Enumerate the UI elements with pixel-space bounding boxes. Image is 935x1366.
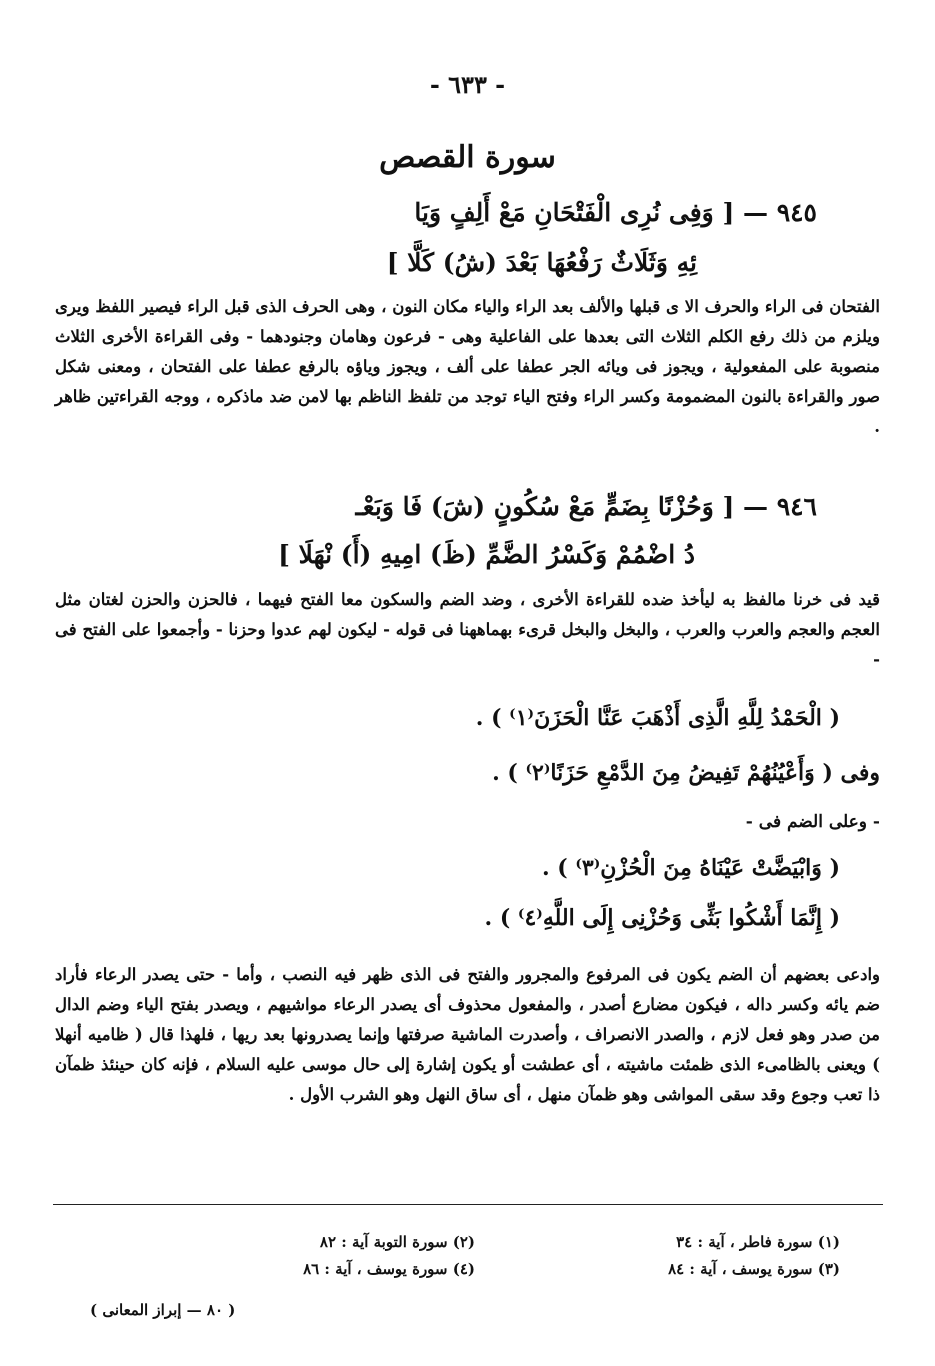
verse-946-line-1: ٩٤٦ — [ وَحُزْنًا بِضَمٍّ مَعْ سُكُونٍ (شَ) فَا وَبَعْـ (355, 492, 817, 521)
quran-quote-3: ( وَابْيَضَّتْ عَيْنَاهُ مِنَ الْحُزْنِ⁽٣⁾ ) . (541, 855, 840, 881)
footnote-4: (٤) سورة يوسف ، آية : ٨٦ (303, 1260, 475, 1278)
surah-title: سورة القصص (379, 140, 556, 175)
verse-946-line-2: دُ اضْمُمْ وَكَسْرُ الضَّمِّ (ظَ) امِيهِ (أَ) نْهَلَا ] (278, 540, 695, 569)
footnote-divider (53, 1204, 883, 1205)
verse-945-line-1: ٩٤٥ — [ وَفِى نُرِى الْفَتْحَانِ مَعْ أَلِفٍ وَيَا (414, 198, 817, 227)
verse-945-line-2: ئِهِ وَثَلَاثٌ رَفْعُهَا بَعْدَ (شُ) كَلَّا ] (386, 248, 697, 277)
quran-quote-4: ( إِنَّمَا أَشْكُوا بَثِّى وَحُزْنِى إِلَى اللَّهِ⁽٤⁾ ) . (484, 905, 840, 931)
transition-text: - وعلى الضم فى - (745, 812, 880, 832)
book-signature: ( ٨٠ — إبراز المعانى ) (90, 1301, 236, 1319)
commentary-945: الفتحان فى الراء والحرف الا ى قبلها والألف بعد الراء والياء مكان النون ، وهى الحرف الذى قبل الراء فيصير اللفظ ويرى ويلزم من ذلك رفع الكلم الثلاث التى بعدها على الفاعلية وهى - فرعون وهامان وجنودهما - وفى القراءة الأخرى الثلاث منصوبة على المفعولية ، ويجوز فى ويائه الجر عطفا على ألف ، ويجوز وياؤه بالرفع عطفا على الفتحان ، ومعنى شكل صور والقراءة بالنون المضمومة وكسر الراء وفتح الياء توجد من تلفظ الناظم بها لامن ضد ماذكره ، ووجه القراءتين ظاهر . (55, 297, 880, 436)
quran-quote-1: ( الْحَمْدُ لِلَّهِ الَّذِى أَذْهَبَ عَنَّا الْحَزَنَ⁽١⁾ ) . (475, 705, 840, 731)
footnote-2: (٢) سورة التوبة آية : ٨٢ (319, 1233, 475, 1251)
quran-quote-2: وفى ( وَأَعْيُنُهُمْ تَفِيضُ مِنَ الدَّمْعِ حَزَنًا⁽٢⁾ ) . (492, 760, 880, 786)
footnote-1: (١) سورة فاطر ، آية : ٣٤ (676, 1233, 840, 1251)
footnote-3: (٣) سورة يوسف ، آية : ٨٤ (668, 1260, 840, 1278)
commentary-946: قيد فى خرنا مالفظ به ليأخذ ضده للقراءة الأخرى ، وضد الضم والسكون معا الفتح فيهما ، فالحزن والحزن لغتان مثل العجم والعجم والعرب والعرب ، والبخل والبخل قرىء بهماههنا فى قوله - ليكون لهم عدوا وحزنا - وأجمعوا على الفتح فى - (55, 590, 880, 669)
page-number: - ٦٣٣ - (429, 70, 506, 99)
commentary-final: وادعى بعضهم أن الضم يكون فى المرفوع والمجرور والفتح فى الذى ظهر فيه النصب ، وأما - حتى يصدر الرعاء فأراد ضم يائه وكسر داله ، فيكون مضارع أصدر ، والمفعول محذوف أى يصدر الرعاء مواشيهم ، ويصدر بفتح الياء وضم الدال من صدر وهو فعل لازم ، والصدر الانصراف ، وأصدرت الماشية صرفتها وإنما يصدرونها بعد ريها ، فلهذا قال ( ظاميه أنهلا ) ويعنى بالظامىء الذى ظمئت ماشيته ، أى عطشت أو يكون إشارة إلى حال موسى عليه السلام ، فإنه كان حينئذ ظمآن ذا تعب وجوع وقد سقى المواشى وهو ظمآن منهل ، أى ساق النهل وهو الشرب الأول . (55, 965, 880, 1104)
